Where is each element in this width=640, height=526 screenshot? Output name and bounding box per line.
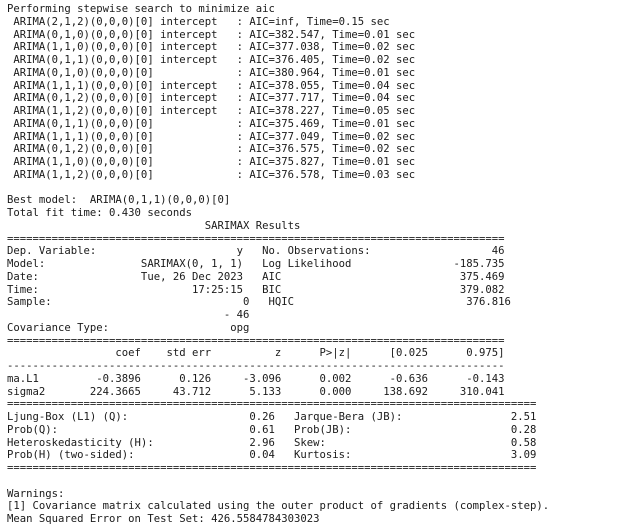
console-line: ARIMA(1,1,2)(0,0,0)[0] : AIC=376.578, Time=0.03 sec [7,168,416,181]
console-line: Covariance Type: opg [7,321,250,334]
console-line: ARIMA(0,1,1)(0,0,0)[0] : AIC=375.469, Time=0.01 sec [7,117,416,130]
console-line: Model: SARIMAX(0, 1, 1) Log Likelihood -185.735 [7,258,505,270]
console-line: sigma2 224.3665 43.712 5.133 0.000 138.692 310.041 [7,385,505,398]
console-line: ARIMA(1,1,0)(0,0,0)[0] intercept : AIC=377.038, Time=0.02 sec [7,41,416,54]
console-line: Ljung-Box (L1) (Q): 0.26 Jarque-Bera (JB): 2.51 [7,411,537,423]
console-line: ARIMA(1,1,1)(0,0,0)[0] intercept : AIC=378.055, Time=0.04 sec [7,79,416,92]
console-line: Performing stepwise search to minimize aic [7,3,275,15]
console-line: SARIMAX Results [7,219,301,232]
console-line: ARIMA(1,1,1)(0,0,0)[0] : AIC=377.049, Time=0.02 sec [7,130,416,143]
console-line: ARIMA(0,1,2)(0,0,0)[0] : AIC=376.575, Time=0.02 sec [7,143,416,156]
console-line: [1] Covariance matrix calculated using the outer product of gradients (complex-step). [7,500,550,513]
console-line: ARIMA(0,1,0)(0,0,0)[0] : AIC=380.964, Time=0.01 sec [7,66,416,79]
console-line: Time: 17:25:15 BIC 379.082 [7,283,505,296]
console-line: Heteroskedasticity (H): 2.96 Skew: 0.58 [7,436,537,449]
console-line: ARIMA(0,1,0)(0,0,0)[0] intercept : AIC=382.547, Time=0.01 sec [7,28,416,41]
console-line: =================================================================================== [7,462,537,474]
console-line: ============================================================================== [7,334,505,347]
console-line: Mean Squared Error on Test Set: 426.5584784303023 [7,513,320,525]
console-line: =================================================================================== [7,398,537,411]
console-line: coef std err z P>|z| [0.025 0.975] [7,347,505,360]
console-line: ------------------------------------------------------------------------------ [7,360,505,372]
console-line: Prob(H) (two-sided): 0.04 Kurtosis: 3.09 [7,449,537,462]
console-line [7,182,640,195]
console-line: Prob(Q): 0.61 Prob(JB): 0.28 [7,423,537,436]
console-line: ============================================================================== [7,232,505,245]
console-line [7,475,640,488]
console-line: - 46 [7,309,250,321]
console-line: Total fit time: 0.430 seconds [7,207,192,219]
console-line: Best model: ARIMA(0,1,1)(0,0,0)[0] [7,194,231,207]
console-line: ARIMA(0,1,2)(0,0,0)[0] intercept : AIC=377.717, Time=0.04 sec [7,92,416,105]
console-line: Sample: 0 HQIC 376.816 [7,296,511,309]
console-line: ARIMA(1,1,2)(0,0,0)[0] intercept : AIC=378.227, Time=0.05 sec [7,105,416,117]
console-line: Date: Tue, 26 Dec 2023 AIC 375.469 [7,270,505,283]
console-line: ARIMA(2,1,2)(0,0,0)[0] intercept : AIC=inf, Time=0.15 sec [7,15,390,28]
console-line: ARIMA(1,1,0)(0,0,0)[0] : AIC=375.827, Time=0.01 sec [7,156,416,168]
console-line: Dep. Variable: y No. Observations: 46 [7,245,505,258]
console-line: Warnings: [7,487,65,500]
console-line: ARIMA(0,1,1)(0,0,0)[0] intercept : AIC=376.405, Time=0.02 sec [7,54,416,66]
console-line: ma.L1 -0.3896 0.126 -3.096 0.002 -0.636 -0.143 [7,372,505,385]
